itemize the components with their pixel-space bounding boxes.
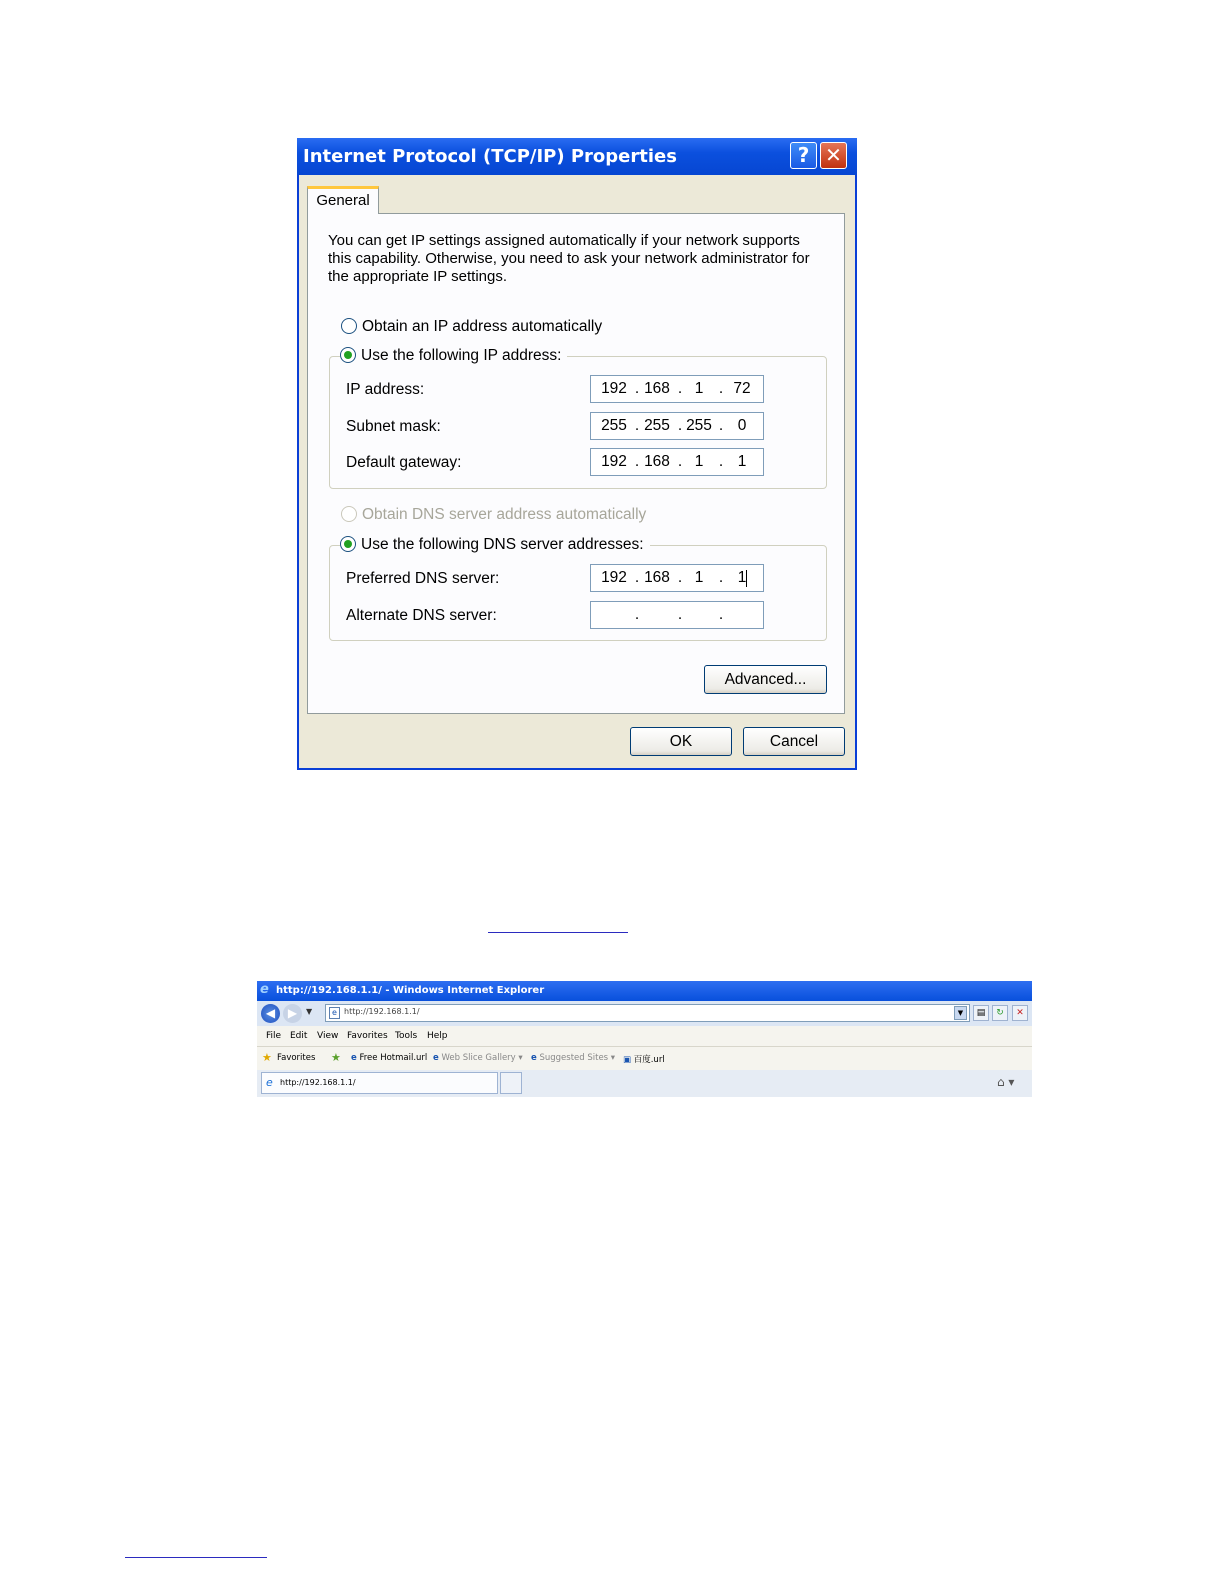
menu-help[interactable]: Help: [427, 1031, 448, 1041]
octet-separator: .: [677, 606, 683, 623]
tab-general[interactable]: General: [307, 186, 379, 214]
menu-view[interactable]: View: [317, 1031, 339, 1041]
octet: 192: [601, 380, 627, 397]
tab-bar: [257, 1070, 1032, 1097]
octet-separator: .: [677, 417, 683, 434]
advanced-button[interactable]: Advanced...: [704, 665, 827, 694]
page-icon: e: [433, 1053, 439, 1063]
stop-icon: ✕: [1016, 1008, 1024, 1018]
link-label: Web Slice Gallery ▾: [441, 1053, 523, 1063]
subnet-mask-label: Subnet mask:: [346, 418, 441, 435]
favorite-link-hotmail[interactable]: [351, 1053, 427, 1063]
address-bar-row: [257, 1001, 1032, 1026]
ie-logo-icon: e: [260, 982, 269, 997]
compatibility-icon: ▤: [976, 1008, 986, 1018]
dialog-title: Internet Protocol (TCP/IP) Properties: [303, 146, 677, 167]
recent-pages-dropdown[interactable]: ▼: [306, 1007, 313, 1016]
link-label: 百度.url: [633, 1055, 665, 1065]
octet: 72: [733, 380, 751, 397]
refresh-icon: ↻: [996, 1008, 1004, 1018]
octet-separator: .: [718, 417, 724, 434]
octet: 1: [694, 453, 704, 470]
home-icon[interactable]: ⌂ ▾: [997, 1075, 1015, 1089]
radio-use-following-ip[interactable]: [340, 346, 567, 366]
alternate-dns-label: Alternate DNS server:: [346, 607, 497, 624]
octet-separator: .: [677, 453, 683, 470]
cancel-button[interactable]: Cancel: [743, 727, 845, 756]
octet-separator: .: [634, 569, 640, 586]
stop-button[interactable]: [1012, 1005, 1028, 1021]
octet-separator: .: [677, 380, 683, 397]
favorite-link-baidu[interactable]: [623, 1053, 665, 1065]
help-icon: ?: [797, 143, 810, 167]
radio-button-selected-icon: [340, 536, 356, 552]
ie-page-icon: e: [266, 1076, 273, 1089]
forward-button[interactable]: [283, 1004, 302, 1023]
radio-obtain-dns-auto[interactable]: [341, 505, 646, 525]
dns-server-group: [329, 536, 827, 641]
menu-tools[interactable]: Tools: [395, 1031, 418, 1041]
radio-use-following-dns[interactable]: [340, 535, 650, 555]
octet: 192: [601, 569, 627, 586]
octet: 168: [644, 569, 670, 586]
page-icon: e: [329, 1007, 340, 1019]
octet: 1: [737, 569, 747, 586]
address-dropdown-icon[interactable]: ▼: [954, 1006, 967, 1020]
radio-obtain-ip-auto[interactable]: [341, 317, 602, 337]
menu-bar: [257, 1026, 1032, 1046]
link-label: Suggested Sites ▾: [539, 1053, 616, 1063]
address-url: http://192.168.1.1/: [344, 1007, 420, 1016]
footnote-link-underline[interactable]: [125, 1557, 267, 1558]
general-tab-panel: [307, 213, 845, 714]
paw-icon: ▣: [623, 1055, 632, 1065]
favorites-bar: [257, 1046, 1032, 1070]
new-tab-button[interactable]: [500, 1072, 522, 1094]
text-cursor: [746, 570, 747, 587]
radio-label: Use the following IP address:: [361, 347, 562, 364]
octet-separator: .: [718, 569, 724, 586]
radio-button-icon: [341, 318, 357, 334]
octet: 168: [644, 380, 670, 397]
add-favorite-icon[interactable]: ★: [331, 1051, 341, 1064]
ip-address-group: [329, 347, 827, 489]
menu-file[interactable]: File: [266, 1031, 282, 1041]
radio-button-selected-icon: [340, 347, 356, 363]
octet: 192: [601, 453, 627, 470]
menu-edit[interactable]: Edit: [290, 1031, 308, 1041]
browser-tab[interactable]: [261, 1072, 498, 1094]
octet-separator: .: [634, 417, 640, 434]
octet-separator: .: [634, 380, 640, 397]
radio-button-disabled-icon: [341, 506, 357, 522]
favorites-button[interactable]: Favorites: [277, 1053, 316, 1063]
ie-browser-window: [257, 981, 1032, 1097]
help-button[interactable]: [790, 142, 817, 169]
subnet-mask-field[interactable]: [590, 412, 764, 440]
octet: 0: [737, 417, 747, 434]
octet-separator: .: [634, 453, 640, 470]
browser-title: http://192.168.1.1/ - Windows Internet Explorer: [276, 985, 545, 996]
tcpip-properties-dialog: [297, 138, 857, 770]
radio-label: Use the following DNS server addresses:: [361, 536, 644, 553]
dialog-title-bar: [297, 138, 857, 175]
back-arrow-icon: ◀: [265, 1006, 276, 1020]
octet-separator: .: [677, 569, 683, 586]
page-icon: e: [351, 1053, 357, 1063]
page-icon: e: [531, 1053, 537, 1063]
tab-title: http://192.168.1.1/: [280, 1078, 356, 1087]
octet-separator: .: [718, 380, 724, 397]
octet-separator: .: [718, 453, 724, 470]
favorite-link-web-slice-gallery[interactable]: [433, 1053, 523, 1063]
forward-arrow-icon: ▶: [287, 1006, 298, 1020]
favorite-link-suggested-sites[interactable]: [531, 1053, 615, 1063]
link-underline[interactable]: [488, 932, 628, 933]
browser-title-bar: [257, 981, 1032, 1001]
compatibility-view-button[interactable]: [973, 1005, 989, 1021]
ip-address-label: IP address:: [346, 381, 425, 398]
radio-label: Obtain an IP address automatically: [362, 318, 603, 335]
ok-button[interactable]: OK: [630, 727, 732, 756]
link-label: Free Hotmail.url: [359, 1053, 428, 1063]
ip-address-field[interactable]: [590, 375, 764, 403]
preferred-dns-field[interactable]: [590, 564, 764, 592]
octet: 168: [644, 453, 670, 470]
address-input[interactable]: [325, 1004, 970, 1022]
description-text: You can get IP settings assigned automatically if your network supports this capability. Otherwise, you need to ask your network administrator for the appropriate IP settings.: [328, 232, 810, 285]
octet: 255: [601, 417, 627, 434]
close-icon: ✕: [825, 143, 842, 167]
octet: 1: [737, 453, 747, 470]
favorites-star-icon: ★: [262, 1051, 272, 1064]
default-gateway-label: Default gateway:: [346, 454, 462, 471]
octet: 1: [694, 569, 704, 586]
octet-separator: .: [634, 606, 640, 623]
octet-separator: .: [718, 606, 724, 623]
alternate-dns-field[interactable]: [590, 601, 764, 629]
octet: 1: [694, 380, 704, 397]
default-gateway-field[interactable]: [590, 448, 764, 476]
radio-label: Obtain DNS server address automatically: [362, 506, 647, 523]
close-button[interactable]: [820, 142, 847, 169]
refresh-button[interactable]: [992, 1005, 1008, 1021]
octet: 255: [644, 417, 670, 434]
back-button[interactable]: [261, 1004, 280, 1023]
octet: 255: [686, 417, 712, 434]
preferred-dns-label: Preferred DNS server:: [346, 570, 500, 587]
menu-favorites[interactable]: Favorites: [347, 1031, 388, 1041]
